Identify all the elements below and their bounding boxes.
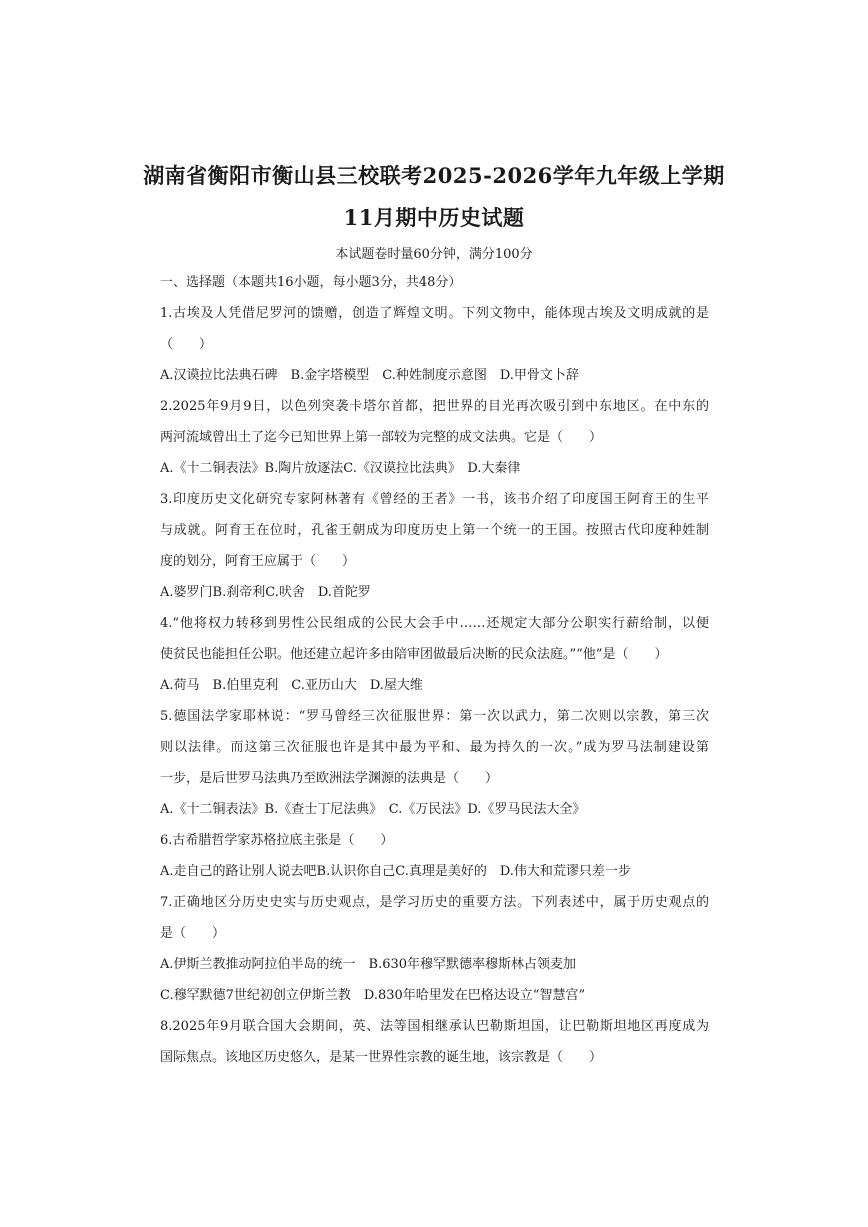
question-3-line-3: 度的划分，阿育王应属于（ ） [160, 554, 356, 569]
question-6-line-1: 6.古希腊哲学家苏格拉底主张是（ ） [160, 833, 394, 848]
question-7-options-2: C.穆罕默德7世纪初创立伊斯兰教 D.830年哈里发在巴格达设立“智慧宫” [160, 988, 586, 1003]
question-5-options: A.《十二铜表法》B.《查士丁尼法典》 C.《万民法》D.《罗马民法大全》 [160, 802, 586, 817]
question-3-line-1: 3.印度历史文化研究专家阿林著有《曾经的王者》一书，该书介绍了印度国王阿育王的生平 [160, 492, 709, 507]
question-5-line-2: 则以法律。而这第三次征服也许是其中最为平和、最为持久的一次。”成为罗马法制建设第 [160, 740, 709, 755]
question-7-line-2: 是（ ） [160, 926, 226, 941]
question-1-line-1: 1.古埃及人凭借尼罗河的馈赠，创造了辉煌文明。下列文物中，能体现古埃及文明成就的是 [160, 306, 709, 321]
question-7-line-1: 7.正确地区分历史史实与历史观点，是学习历史的重要方法。下列表述中，属于历史观点的 [160, 895, 709, 910]
exam-info: 本试题卷时量60分钟，满分100分 [335, 247, 533, 262]
question-8-line-2: 国际焦点。该地区历史悠久，是某一世界性宗教的诞生地，该宗教是（ ） [160, 1050, 603, 1065]
question-6-options: A.走自己的路让别人说去吧B.认识你自己C.真理是美好的 D.伟大和荒谬只差一步 [160, 864, 631, 879]
question-4-line-2: 使贫民也能担任公职。他还建立起许多由陪审团做最后决断的民众法庭。”“他”是（ ） [160, 647, 668, 662]
question-5-line-3: 一步，是后世罗马法典乃至欧洲法学渊源的法典是（ ） [160, 771, 499, 786]
question-3-options: A.婆罗门B.刹帝利C.吠舍 D.首陀罗 [160, 585, 371, 600]
question-2-options: A.《十二铜表法》B.陶片放逐法C.《汉谟拉比法典》 D.大秦律 [160, 461, 521, 476]
question-2-line-2: 两河流域曾出土了迄今已知世界上第一部较为完整的成文法典。它是（ ） [160, 430, 603, 445]
question-7-options-1: A.伊斯兰教推动阿拉伯半岛的统一 B.630年穆罕默德率穆斯林占领麦加 [160, 957, 577, 972]
question-1-line-2: （ ） [160, 337, 213, 352]
question-5-line-1: 5.德国法学家耶林说：“罗马曾经三次征服世界：第一次以武力，第二次则以宗教，第三次 [160, 709, 709, 724]
section-heading: 一、选择题（本题共16小题，每小题3分，共48分） [160, 275, 462, 290]
question-1-options: A.汉谟拉比法典石碑 B.金字塔模型 C.种姓制度示意图 D.甲骨文卜辞 [160, 368, 579, 383]
page-title-line2: 11月期中历史试题 [343, 205, 525, 230]
question-3-line-2: 与成就。阿育王在位时，孔雀王朝成为印度历史上第一个统一的王国。按照古代印度种姓制 [160, 523, 709, 538]
question-2-line-1: 2.2025年9月9日，以色列突袭卡塔尔首都，把世界的目光再次吸引到中东地区。在中东的 [160, 399, 709, 414]
page-title-line1: 湖南省衡阳市衡山县三校联考2025-2026学年九年级上学期 [143, 163, 725, 188]
question-4-line-1: 4.“他将权力转移到男性公民组成的公民大会手中……还规定大部分公职实行薪给制，以便 [160, 616, 709, 631]
question-4-options: A.荷马 B.伯里克利 C.亚历山大 D.屋大维 [160, 678, 423, 693]
question-8-line-1: 8.2025年9月联合国大会期间，英、法等国相继承认巴勒斯坦国，让巴勒斯坦地区再度成为 [160, 1019, 709, 1034]
